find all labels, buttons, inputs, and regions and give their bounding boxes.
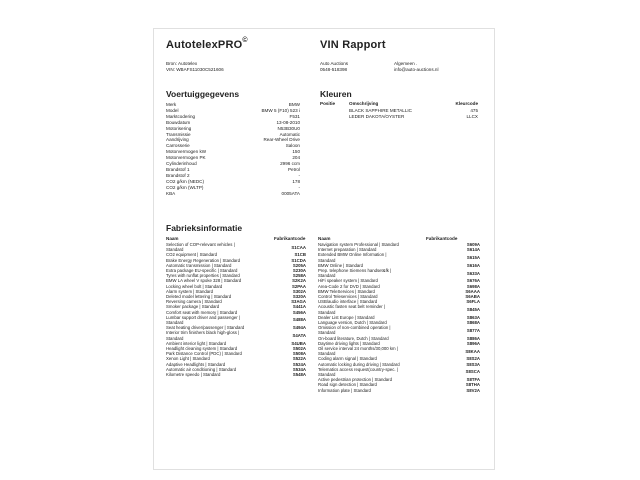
factory-item-code: S8THA	[465, 382, 480, 388]
factory-col-code-left: Fabrikantcode	[274, 236, 306, 241]
vehicle-row-label: Carrosserie	[166, 143, 190, 149]
factory-item-name: BMW TeleServices | Standard	[318, 288, 375, 294]
factory-item-name: Internet preparation | Standard	[318, 247, 377, 253]
factory-item-name: BMW Online | Standard	[318, 262, 364, 268]
factory-col-code-right: Fabrikantcode	[426, 236, 458, 241]
factory-item-name: Oil service interval 24 months/30,000 km |	[318, 346, 398, 351]
factory-item-name: BMW LA wheel V spoke 328 | Standard	[166, 278, 242, 284]
factory-item-code: S2K2A	[292, 278, 306, 284]
brand-logo: AutotelexPRO©	[166, 37, 248, 51]
factory-item-code: S877A	[466, 327, 480, 333]
vehicle-row-value: Rear-Wheel Drive	[263, 137, 300, 143]
vehicle-row-label: Marktcodering	[166, 113, 196, 119]
company-name: Auto Auctions	[320, 61, 349, 66]
colors-heading: Kleuren	[320, 89, 352, 99]
factory-item-name-cont: Standard	[318, 273, 336, 279]
factory-item-name: Control Teleservices | Standard	[318, 294, 378, 299]
factory-item-name: USB/audio interface | Standard	[318, 299, 378, 305]
general-label: Algemeen .	[394, 61, 418, 66]
vehicle-row-value: N53B30U0	[277, 125, 300, 131]
factory-item-code: S2PAA	[291, 283, 306, 289]
factory-item-code: S698A	[466, 283, 480, 289]
page-title: VIN Rapport	[320, 39, 386, 51]
vehicle-row-label: Aandrijving	[166, 137, 189, 143]
vehicle-row-label: Motorisering	[166, 125, 192, 131]
vehicle-row-value: -	[298, 184, 300, 190]
factory-item-code: S6AAA	[465, 288, 480, 294]
vehicle-row-value: -	[298, 172, 300, 178]
factory-item-name: CO2 equipment | Standard	[166, 252, 218, 258]
vehicle-row-label: Motorvermogen PK	[166, 155, 206, 161]
factory-col-name-left: Naam	[166, 236, 179, 241]
vehicle-row-value: 204	[292, 155, 300, 161]
vehicle-row-label: Cylinderinhoud	[166, 161, 197, 166]
factory-item-code: S633A	[466, 270, 480, 276]
factory-item-code: S8V2A	[466, 387, 480, 393]
vehicle-row-label: KBA	[166, 190, 176, 196]
factory-item-code: S609A	[466, 242, 480, 247]
factory-item-code: S8S2A	[466, 356, 480, 362]
vehicle-row-label: CO2 g/km (NEDC)	[166, 178, 205, 184]
factory-item-name: Daytime driving lights | Standard	[318, 340, 380, 346]
vin-label: VIN: WBAFS11030C521606	[166, 67, 224, 72]
factory-item-name: Omission of non-combined operation |	[318, 325, 391, 331]
source-label: Bron: Autotelex	[166, 61, 198, 66]
factory-item-code: S6ABA	[465, 294, 480, 299]
vehicle-row-value: 0005ATA	[281, 190, 300, 196]
factory-item-name: Automatic transmission | Standard	[166, 262, 232, 268]
factory-item-name-cont: Standard	[166, 335, 184, 341]
factory-item-name: Headlight cleaning system | Standard	[166, 346, 238, 351]
factory-item-code: S8TFA	[466, 377, 480, 383]
vehicle-row-value: Saloon	[285, 143, 300, 149]
color-row-code: LLCX	[466, 114, 478, 119]
company-phone: 0548-518398	[320, 67, 348, 72]
vehicle-row-label: Brandstof 2	[166, 172, 190, 178]
factory-item-name: Seat heating driver/passenger | Standard	[166, 325, 245, 331]
factory-item-code: S456A	[292, 309, 306, 315]
color-row-description: LEDER DAKOTA/OYSTER	[349, 114, 405, 119]
factory-item-code: S676A	[466, 278, 480, 284]
factory-item-code: S845A	[466, 307, 480, 312]
factory-item-code: S615A	[466, 255, 480, 260]
factory-item-name: Tyres with runflat properties | Standard	[166, 273, 240, 279]
factory-item-code: S896A	[466, 340, 480, 346]
factory-item-name: Automatic air conditioning | Standard	[166, 366, 237, 372]
vehicle-row-value: 150	[292, 149, 300, 155]
factory-item-code: S1CAA	[291, 244, 306, 250]
factory-item-code: S868A	[466, 320, 480, 325]
factory-item-name: Coding alarm signal | Standard	[318, 356, 377, 362]
report-page	[153, 28, 495, 470]
factory-item-code: S6FLA	[466, 299, 480, 305]
factory-item-name: Brake Energy Regeneration | Standard	[166, 257, 240, 263]
vehicle-heading: Voertuiggegevens	[166, 89, 240, 99]
vehicle-row-label: Brandstof 1	[166, 166, 190, 172]
factory-item-name: Locking wheel bolt | Standard	[166, 283, 223, 289]
factory-item-code: S1CB	[294, 252, 306, 258]
factory-item-code: S886A	[466, 335, 480, 341]
factory-item-name: Adaptive Headlights | Standard	[166, 361, 226, 367]
vehicle-row-value: BMW	[288, 102, 300, 107]
factory-heading: Fabrieksinformatie	[166, 223, 243, 233]
factory-item-name: Automatic locking during driving | Standard	[318, 361, 400, 367]
factory-item-name: Reversing camera | Standard	[166, 299, 222, 305]
factory-item-name: Park Distance Control (PDC) | Standard	[166, 351, 242, 357]
factory-item-name: Language version, Dutch | Standard	[318, 320, 387, 325]
colors-col-position: Positie	[320, 101, 336, 106]
factory-item-code: S548A	[292, 372, 306, 377]
factory-item-code: S614A	[466, 247, 480, 253]
factory-item-name: Navigation system Professional | Standard	[318, 242, 399, 247]
factory-item-name-cont: Standard	[166, 320, 184, 325]
vehicle-row-value: BMW 5 (F10) 523 i	[261, 107, 300, 113]
color-row-description: BLACK SAPPHIRE METALLIC	[349, 108, 412, 113]
factory-item-code: S4UBA	[291, 340, 306, 346]
factory-item-code: S8S3A	[466, 361, 480, 367]
colors-col-description: Omschrijving	[349, 101, 379, 106]
factory-item-code: S8KAA	[465, 348, 480, 354]
vehicle-row-value: 13-08-2010	[276, 119, 300, 125]
colors-col-code: Kleurcode	[455, 101, 478, 106]
factory-item-name-cont: Standard	[166, 247, 184, 253]
vehicle-row-value: F531	[289, 113, 300, 119]
factory-item-code: S524A	[292, 361, 306, 367]
factory-item-name: Information plate | Standard	[318, 387, 371, 393]
factory-item-code: S258A	[292, 273, 306, 279]
factory-item-code: S3AGA	[291, 299, 306, 305]
factory-item-code: S8SCA	[465, 369, 480, 375]
factory-item-code: S230A	[292, 268, 306, 273]
vehicle-row-label: CO2 g/km (WLTP)	[166, 184, 204, 190]
vehicle-row-label: Merk	[166, 102, 177, 107]
factory-item-name: Extended BMW Online Information |	[318, 252, 387, 258]
factory-item-code: S508A	[292, 351, 306, 357]
factory-item-name: Alarm system | Standard	[166, 288, 213, 294]
company-email: info@auto-auctions.nl	[394, 67, 439, 72]
factory-item-code: S863A	[466, 314, 480, 320]
factory-item-name: Interior trim finishers black high-gloss |	[166, 330, 240, 336]
factory-item-code: S616A	[466, 262, 480, 268]
vehicle-row-label: Model	[166, 107, 179, 113]
vehicle-row-value: 178	[292, 178, 300, 184]
factory-item-name: HiFi speaker system | Standard	[318, 278, 378, 284]
factory-item-code: S302A	[292, 288, 306, 294]
factory-item-name: Dealer List Europe | Standard	[318, 314, 375, 320]
factory-item-name: Extra package EU-specific | Standard	[166, 268, 238, 273]
factory-item-name: Road sign detection | Standard	[318, 382, 377, 388]
factory-item-name: Area-Code 2 for DVD | Standard	[318, 283, 380, 289]
factory-item-name: Xenon Light | Standard	[166, 356, 210, 362]
vehicle-row-label: Transmissie	[166, 131, 191, 137]
factory-item-code: S502A	[292, 346, 306, 351]
color-row-code: 475	[470, 108, 478, 113]
factory-item-code: S441A	[292, 304, 306, 310]
factory-item-name: On-board literature, Dutch | Standard	[318, 335, 389, 341]
factory-item-name: Deleted model lettering | Standard	[166, 294, 232, 299]
factory-item-name: Selection of COP-relevant vehicles |	[166, 242, 235, 247]
factory-item-name: Ambient interior light | Standard	[166, 340, 227, 346]
factory-item-name-cont: Standard	[318, 330, 336, 336]
factory-item-name-cont: Standard	[318, 372, 336, 377]
factory-item-name-cont: Standard	[318, 257, 336, 263]
factory-item-name: Kilometre speedo | Standard	[166, 372, 221, 377]
factory-item-name-cont: Standard	[318, 309, 336, 315]
factory-item-code: S205A	[292, 262, 306, 268]
factory-item-name: Lumbar support driver and passenger |	[166, 314, 240, 320]
factory-item-name: Acoustic fasten seat belt reminder |	[318, 304, 386, 310]
factory-item-code: S4ATA	[292, 333, 306, 338]
vehicle-row-label: Bouwdatum	[166, 119, 191, 125]
factory-item-code: S320A	[292, 294, 306, 299]
vehicle-row-value: Petrol	[287, 166, 300, 172]
factory-item-code: S1CDA	[291, 257, 306, 263]
factory-item-code: S494A	[292, 325, 306, 331]
vehicle-row-label: Motorvermogen kW	[166, 149, 207, 155]
factory-item-name: Smoker package | Standard	[166, 304, 220, 310]
factory-item-code: S534A	[292, 366, 306, 372]
factory-item-name: Active pedestrian protection | Standard	[318, 377, 392, 383]
factory-item-name: Prep. telephone Siemens handset&fk |	[318, 268, 392, 273]
factory-item-code: S522A	[292, 356, 306, 362]
factory-item-code: S488A	[292, 317, 306, 323]
vehicle-row-value: 2996 ccm	[280, 161, 300, 166]
factory-item-name: Telematics access request(country-spec. |	[318, 366, 398, 372]
vehicle-row-value: Automatic	[279, 131, 300, 137]
factory-item-name: Comfort seat with memory | Standard	[166, 309, 238, 315]
factory-col-name-right: Naam	[318, 236, 331, 241]
factory-item-name-cont: Standard	[318, 351, 336, 357]
